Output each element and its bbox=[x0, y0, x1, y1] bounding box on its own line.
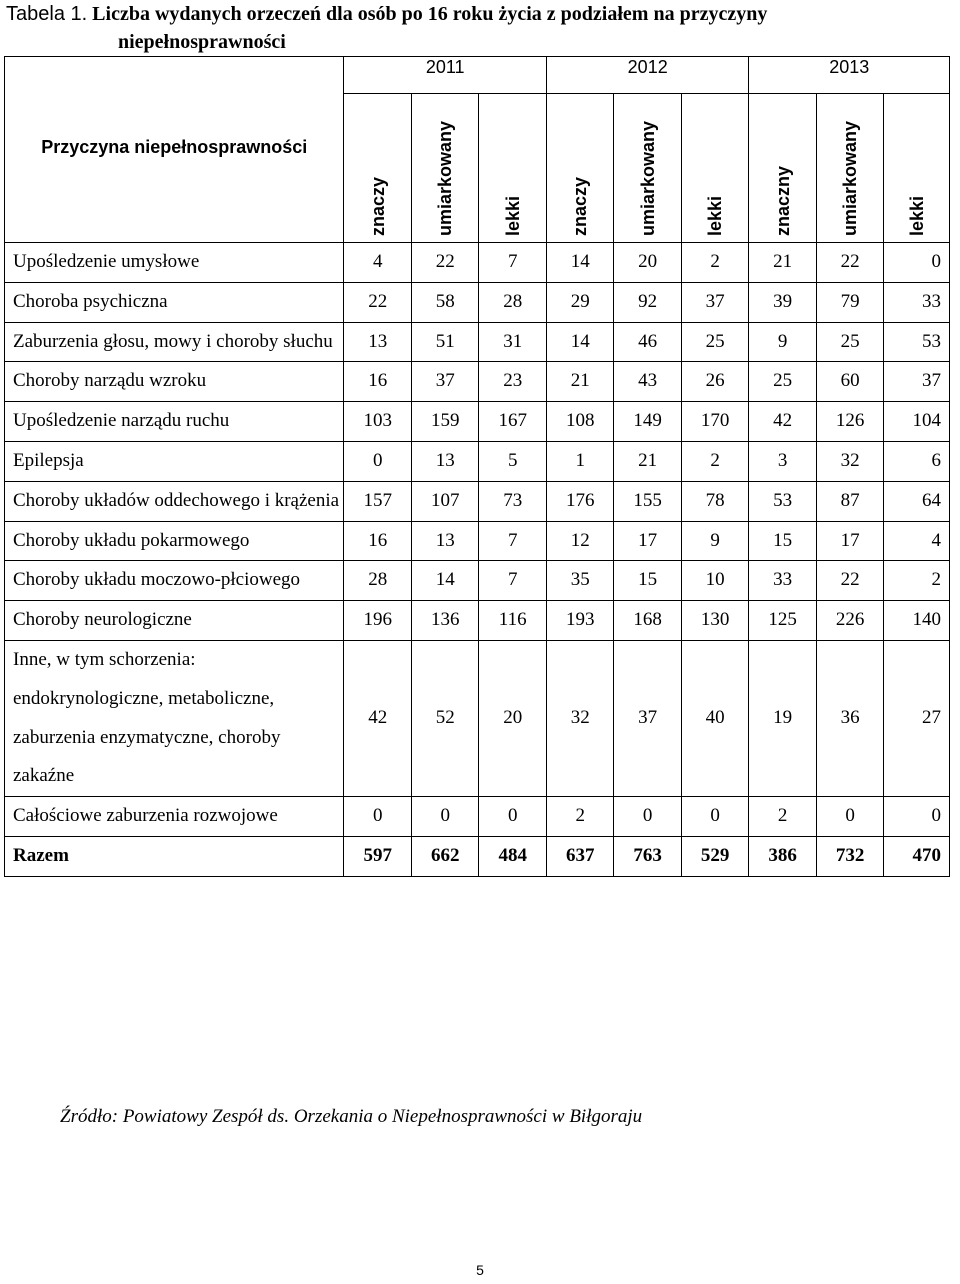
year-header-2013: 2013 bbox=[749, 57, 950, 94]
value-cell: 130 bbox=[681, 601, 749, 641]
row-label: Epilepsja bbox=[5, 441, 344, 481]
value-cell: 732 bbox=[816, 836, 883, 876]
value-cell: 53 bbox=[884, 322, 950, 362]
value-cell: 9 bbox=[749, 322, 816, 362]
value-cell: 26 bbox=[681, 362, 749, 402]
subheader-label: znaczny bbox=[772, 165, 793, 236]
value-cell: 3 bbox=[749, 441, 816, 481]
value-cell: 28 bbox=[479, 282, 547, 322]
value-cell: 22 bbox=[816, 243, 883, 283]
value-cell: 125 bbox=[749, 601, 816, 641]
value-cell: 126 bbox=[816, 402, 883, 442]
value-cell: 64 bbox=[884, 481, 950, 521]
value-cell: 0 bbox=[816, 797, 883, 837]
value-cell: 9 bbox=[681, 521, 749, 561]
value-cell: 21 bbox=[749, 243, 816, 283]
subheader-label: lekki bbox=[705, 195, 726, 236]
row-label: Choroby neurologiczne bbox=[5, 601, 344, 641]
row-label: Całościowe zaburzenia rozwojowe bbox=[5, 797, 344, 837]
value-cell: 17 bbox=[816, 521, 883, 561]
value-cell: 37 bbox=[681, 282, 749, 322]
value-cell: 16 bbox=[344, 362, 411, 402]
subheader-label: znaczy bbox=[367, 176, 388, 236]
row-label: Upośledzenie narządu ruchu bbox=[5, 402, 344, 442]
table-row bbox=[5, 481, 950, 521]
value-cell: 10 bbox=[681, 561, 749, 601]
source-note: Źródło: Powiatowy Zespół ds. Orzekania o Niepełnosprawności w Biłgoraju bbox=[60, 1106, 643, 1127]
value-cell: 17 bbox=[614, 521, 681, 561]
value-cell: 4 bbox=[884, 521, 950, 561]
value-cell: 43 bbox=[614, 362, 681, 402]
value-cell: 12 bbox=[546, 521, 613, 561]
value-cell: 51 bbox=[411, 322, 478, 362]
subheader-cell bbox=[614, 94, 681, 243]
value-cell: 23 bbox=[479, 362, 547, 402]
table-row bbox=[5, 282, 950, 322]
subheader-label: umiarkowany bbox=[840, 120, 861, 236]
value-cell: 107 bbox=[411, 481, 478, 521]
value-cell: 21 bbox=[546, 362, 613, 402]
value-cell: 14 bbox=[411, 561, 478, 601]
value-cell: 168 bbox=[614, 601, 681, 641]
value-cell: 21 bbox=[614, 441, 681, 481]
value-cell: 386 bbox=[749, 836, 816, 876]
table-caption bbox=[6, 0, 936, 56]
page-number: 5 bbox=[476, 1262, 484, 1278]
subheader-cell bbox=[816, 94, 883, 243]
subheader-label: lekki bbox=[906, 195, 927, 236]
value-cell: 0 bbox=[344, 441, 411, 481]
value-cell: 60 bbox=[816, 362, 883, 402]
value-cell: 78 bbox=[681, 481, 749, 521]
subheader-cell bbox=[411, 94, 478, 243]
value-cell: 35 bbox=[546, 561, 613, 601]
table-caption-title-line1: Liczba wydanych orzeczeń dla osób po 16 roku życia z podziałem na przyczyny bbox=[92, 3, 768, 25]
cause-header: Przyczyna niepełnosprawności bbox=[5, 57, 344, 243]
table-body bbox=[5, 243, 950, 877]
value-cell: 32 bbox=[546, 640, 613, 796]
value-cell: 116 bbox=[479, 601, 547, 641]
table-row bbox=[5, 640, 950, 796]
value-cell: 53 bbox=[749, 481, 816, 521]
value-cell: 4 bbox=[344, 243, 411, 283]
table-row bbox=[5, 561, 950, 601]
value-cell: 0 bbox=[681, 797, 749, 837]
value-cell: 2 bbox=[681, 243, 749, 283]
value-cell: 2 bbox=[546, 797, 613, 837]
value-cell: 1 bbox=[546, 441, 613, 481]
value-cell: 155 bbox=[614, 481, 681, 521]
value-cell: 20 bbox=[479, 640, 547, 796]
value-cell: 36 bbox=[816, 640, 883, 796]
value-cell: 108 bbox=[546, 402, 613, 442]
table-row bbox=[5, 322, 950, 362]
value-cell: 37 bbox=[411, 362, 478, 402]
value-cell: 2 bbox=[681, 441, 749, 481]
value-cell: 92 bbox=[614, 282, 681, 322]
value-cell: 79 bbox=[816, 282, 883, 322]
subheader-cell bbox=[479, 94, 547, 243]
subheader-label: umiarkowany bbox=[435, 120, 456, 236]
value-cell: 193 bbox=[546, 601, 613, 641]
value-cell: 176 bbox=[546, 481, 613, 521]
value-cell: 39 bbox=[749, 282, 816, 322]
value-cell: 7 bbox=[479, 243, 547, 283]
subheader-label: lekki bbox=[502, 195, 523, 236]
value-cell: 42 bbox=[344, 640, 411, 796]
value-cell: 2 bbox=[884, 561, 950, 601]
row-label: Razem bbox=[5, 836, 344, 876]
value-cell: 20 bbox=[614, 243, 681, 283]
value-cell: 0 bbox=[411, 797, 478, 837]
value-cell: 140 bbox=[884, 601, 950, 641]
value-cell: 7 bbox=[479, 521, 547, 561]
value-cell: 73 bbox=[479, 481, 547, 521]
table-row bbox=[5, 243, 950, 283]
value-cell: 226 bbox=[816, 601, 883, 641]
value-cell: 0 bbox=[614, 797, 681, 837]
value-cell: 29 bbox=[546, 282, 613, 322]
value-cell: 40 bbox=[681, 640, 749, 796]
value-cell: 597 bbox=[344, 836, 411, 876]
table-row bbox=[5, 601, 950, 641]
row-label: Zaburzenia głosu, mowy i choroby słuchu bbox=[5, 322, 344, 362]
row-label: Choroba psychiczna bbox=[5, 282, 344, 322]
table-caption-title-line2: niepełnosprawności bbox=[118, 31, 286, 53]
total-row bbox=[5, 836, 950, 876]
value-cell: 136 bbox=[411, 601, 478, 641]
year-header-2012: 2012 bbox=[546, 57, 748, 94]
subheader-cell bbox=[884, 94, 950, 243]
value-cell: 484 bbox=[479, 836, 547, 876]
value-cell: 42 bbox=[749, 402, 816, 442]
row-label: Upośledzenie umysłowe bbox=[5, 243, 344, 283]
value-cell: 167 bbox=[479, 402, 547, 442]
value-cell: 37 bbox=[884, 362, 950, 402]
value-cell: 87 bbox=[816, 481, 883, 521]
value-cell: 13 bbox=[411, 441, 478, 481]
value-cell: 662 bbox=[411, 836, 478, 876]
table-row bbox=[5, 521, 950, 561]
subheader-cell bbox=[749, 94, 816, 243]
value-cell: 32 bbox=[816, 441, 883, 481]
value-cell: 0 bbox=[884, 243, 950, 283]
value-cell: 25 bbox=[816, 322, 883, 362]
value-cell: 14 bbox=[546, 243, 613, 283]
year-header-2011: 2011 bbox=[344, 57, 546, 94]
value-cell: 170 bbox=[681, 402, 749, 442]
value-cell: 25 bbox=[749, 362, 816, 402]
value-cell: 37 bbox=[614, 640, 681, 796]
value-cell: 104 bbox=[884, 402, 950, 442]
value-cell: 103 bbox=[344, 402, 411, 442]
value-cell: 14 bbox=[546, 322, 613, 362]
value-cell: 149 bbox=[614, 402, 681, 442]
value-cell: 16 bbox=[344, 521, 411, 561]
subheader-cell bbox=[344, 94, 411, 243]
value-cell: 28 bbox=[344, 561, 411, 601]
value-cell: 58 bbox=[411, 282, 478, 322]
value-cell: 33 bbox=[884, 282, 950, 322]
value-cell: 7 bbox=[479, 561, 547, 601]
value-cell: 6 bbox=[884, 441, 950, 481]
value-cell: 15 bbox=[749, 521, 816, 561]
value-cell: 19 bbox=[749, 640, 816, 796]
table-row bbox=[5, 441, 950, 481]
row-label: Choroby układów oddechowego i krążenia bbox=[5, 481, 344, 521]
value-cell: 0 bbox=[344, 797, 411, 837]
value-cell: 15 bbox=[614, 561, 681, 601]
value-cell: 159 bbox=[411, 402, 478, 442]
table-row bbox=[5, 402, 950, 442]
subheader-label: umiarkowany bbox=[637, 120, 658, 236]
value-cell: 13 bbox=[411, 521, 478, 561]
row-label: Choroby układu pokarmowego bbox=[5, 521, 344, 561]
value-cell: 637 bbox=[546, 836, 613, 876]
value-cell: 0 bbox=[479, 797, 547, 837]
value-cell: 196 bbox=[344, 601, 411, 641]
value-cell: 470 bbox=[884, 836, 950, 876]
value-cell: 22 bbox=[344, 282, 411, 322]
value-cell: 5 bbox=[479, 441, 547, 481]
value-cell: 13 bbox=[344, 322, 411, 362]
table-caption-label: Tabela 1. bbox=[6, 3, 88, 25]
row-label: Choroby narządu wzroku bbox=[5, 362, 344, 402]
value-cell: 31 bbox=[479, 322, 547, 362]
value-cell: 52 bbox=[411, 640, 478, 796]
value-cell: 33 bbox=[749, 561, 816, 601]
table-row bbox=[5, 797, 950, 837]
row-label: Choroby układu moczowo-płciowego bbox=[5, 561, 344, 601]
disability-table bbox=[4, 56, 950, 877]
value-cell: 0 bbox=[884, 797, 950, 837]
value-cell: 27 bbox=[884, 640, 950, 796]
value-cell: 22 bbox=[816, 561, 883, 601]
value-cell: 2 bbox=[749, 797, 816, 837]
value-cell: 763 bbox=[614, 836, 681, 876]
value-cell: 25 bbox=[681, 322, 749, 362]
row-label: Inne, w tym schorzenia: endokrynologiczne, metaboliczne, zaburzenia enzymatyczne, choroby zakaźne bbox=[5, 640, 344, 796]
table-row bbox=[5, 362, 950, 402]
value-cell: 22 bbox=[411, 243, 478, 283]
value-cell: 529 bbox=[681, 836, 749, 876]
subheader-label: znaczy bbox=[570, 176, 591, 236]
value-cell: 46 bbox=[614, 322, 681, 362]
subheader-cell bbox=[546, 94, 613, 243]
subheader-cell bbox=[681, 94, 749, 243]
value-cell: 157 bbox=[344, 481, 411, 521]
